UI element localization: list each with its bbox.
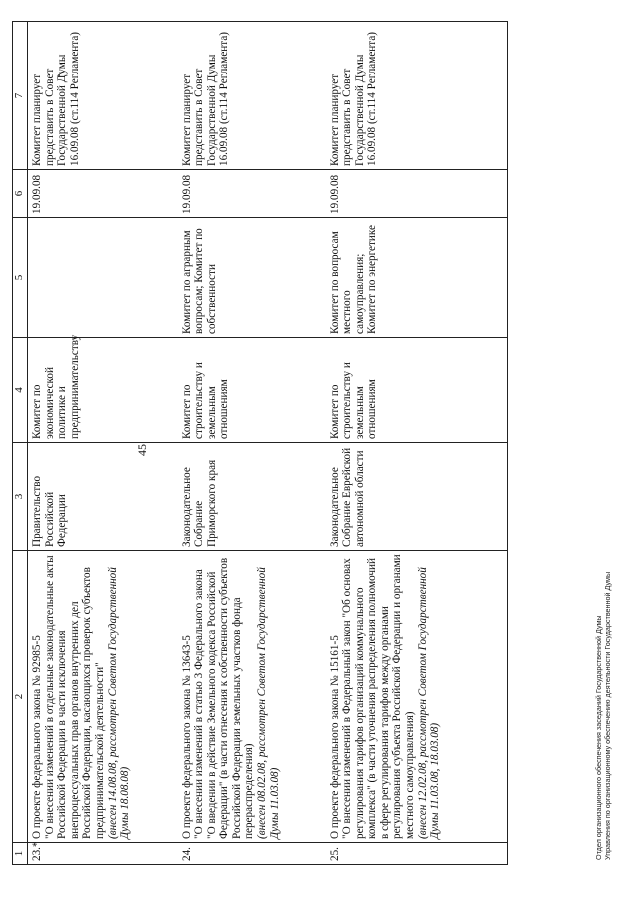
row-number: 25.: [326, 843, 508, 865]
bills-table: [12, 21, 508, 865]
date: 19.09.08: [326, 170, 508, 218]
footer-line: Отдел организационного обеспечения заседаний Государственной Думы: [594, 615, 603, 860]
column-header: 2: [13, 551, 28, 843]
footer: [594, 572, 612, 860]
co-committee: [28, 218, 178, 338]
bill-title: О проекте федерального закона № 13643-5: [180, 635, 193, 839]
date: 19.09.08: [178, 170, 326, 218]
footer-line: Управления по организационному обеспечению деятельности Государственной Думы: [603, 571, 612, 860]
table-header: [13, 22, 28, 865]
row-number: 24.: [178, 843, 326, 865]
table-row: [178, 22, 326, 865]
bill-description: "О внесении изменений в статью 3 Федерального закона "О введении в действие Земельного кодекса Российской Федерации" (в части отнесения к собственности субъектов Российской Федерации земельных участков фонда перераспределения): [193, 557, 256, 839]
bill-cell: [28, 551, 178, 843]
plan: Комитет планирует представить в Совет Государственной Думы 16.09.08 (ст.114 Регламента): [28, 22, 178, 170]
page-number: 45: [135, 444, 149, 456]
column-header: 3: [13, 443, 28, 551]
row-number: 23.*: [28, 843, 178, 865]
column-header: 7: [13, 22, 28, 170]
bill-note: (внесен 12.02.08, рассмотрен Советом Государственной Думы 11.03.08, 18.03.08): [416, 567, 442, 839]
initiator: Законодательное Собрание Еврейской автономной области: [326, 443, 508, 551]
bill-note: (внесен 08.02.08, рассмотрен Советом Государственной Думы 11.03.08): [256, 567, 281, 839]
column-header: 5: [13, 218, 28, 338]
column-header: 4: [13, 338, 28, 443]
plan: Комитет планирует представить в Совет Государственной Думы 16.09.08 (ст.114 Регламента): [326, 22, 508, 170]
bill-cell: [178, 551, 326, 843]
bill-cell: [326, 551, 508, 843]
initiator: Законодательное Собрание Приморского края: [178, 443, 326, 551]
bill-title: О проекте федерального закона № 15161-5: [328, 635, 341, 839]
co-committee: Комитет по аграрным вопросам; Комитет по собственности: [178, 218, 326, 338]
table-row: [326, 22, 508, 865]
responsible-committee: Комитет по экономической политике и предпринимательству: [28, 338, 178, 443]
column-header: 6: [13, 170, 28, 218]
initiator: Правительство Российской Федерации: [28, 443, 178, 551]
column-header: 1: [13, 843, 28, 865]
bill-title: О проекте федерального закона № 92985-5: [31, 635, 43, 839]
plan: Комитет планирует представить в Совет Государственной Думы 16.09.08 (ст.114 Регламента): [178, 22, 326, 170]
table-row: [28, 22, 178, 865]
responsible-committee: Комитет по строительству и земельным отношениям: [178, 338, 326, 443]
bill-description: "О внесении изменений в отдельные законодательные акты Российской Федерации в части исключения внепроцессуальных прав органов внутренних дел Российской Федерации, касающихся проверок субъектов предпринимательской деятельности": [43, 555, 106, 839]
co-committee: Комитет по вопросам местного самоуправления; Комитет по энергетике: [326, 218, 508, 338]
responsible-committee: Комитет по строительству и земельным отношениям: [326, 338, 508, 443]
date: 19.09.08: [28, 170, 178, 218]
bill-note: (внесен 14.08.08, рассмотрен Советом Государственной Думы 18.08.08): [106, 567, 132, 839]
bill-description: "О внесении изменений в Федеральный закон "Об основах регулирования тарифов организаций коммунального комплекса" (в части уточнения распределения полномочий в сфере регулирования тарифов между органами регулирования субъекта Российской Федерации и органами местного самоуправления): [341, 554, 417, 839]
